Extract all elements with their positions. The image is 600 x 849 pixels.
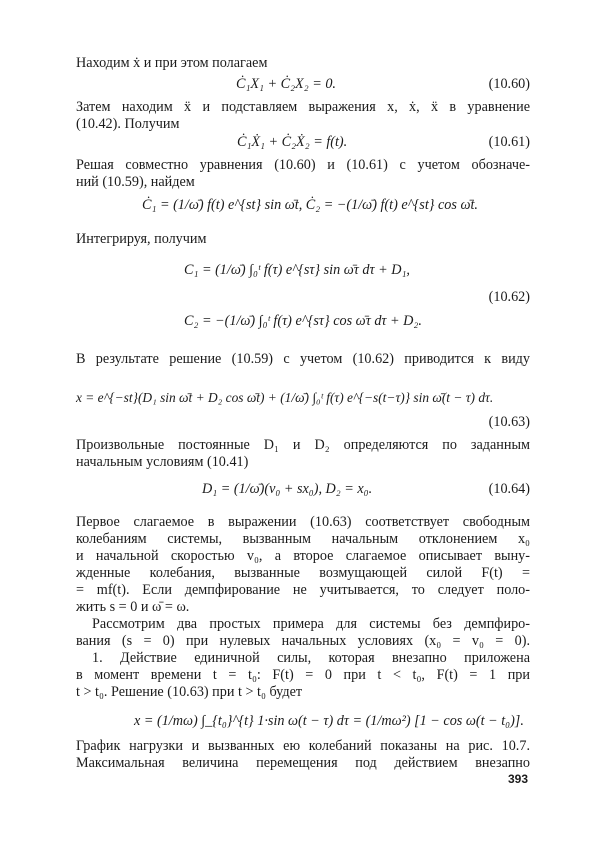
text-line-7: В результате решение (10.59) с учетом (10.62) приводится к виду <box>76 351 530 367</box>
equation-c-derivatives: Ċ₁ = (1/ω̄) f(t) e^{st} sin ω̄t, Ċ₂ = −(1/ω̄) f(t) e^{st} cos ω̄t. <box>142 197 478 213</box>
text-line-19: в момент времени t = t₀: F(t) = 0 при t < t₀, F(t) = 1 при <box>76 667 530 683</box>
text-line-10: Первое слагаемое в выражении (10.63) соответствует свободным <box>76 514 530 530</box>
equation-number-10-64: (10.64) <box>488 481 530 497</box>
equation-unit-step-response: x = (1/mω) ∫_{t₀}^{t} 1·sin ω(t − τ) dτ = (1/mω²) [1 − cos ω(t − t₀)]. <box>134 713 524 729</box>
text-line-20: t > t₀. Решение (10.63) при t > t₀ будет <box>76 684 303 700</box>
text-line-5: ний (10.59), найдем <box>76 174 195 190</box>
text-line-21: График нагрузки и вызванных ею колебаний показаны на рис. 10.7. <box>76 738 530 754</box>
equation-number-10-60: (10.60) <box>488 76 530 92</box>
text-line-18: 1. Действие единичной силы, которая внезапно приложена <box>92 650 530 666</box>
equation-number-10-62: (10.62) <box>488 289 530 305</box>
equation-10-61: Ċ₁Ẋ₁ + Ċ₂Ẋ₂ = f(t). <box>237 134 348 150</box>
equation-number-10-61: (10.61) <box>488 134 530 150</box>
equation-10-64: D₁ = (1/ω̄)(v₀ + sx₀), D₂ = x₀. <box>202 481 373 497</box>
equation-10-62-c2: C₂ = −(1/ω̄) ∫₀ᵗ f(τ) e^{sτ} cos ω̄τ dτ + D₂. <box>184 313 422 329</box>
text-line-17: вания (s = 0) при нулевых начальных условиях (x₀ = v₀ = 0). <box>76 633 530 649</box>
text-line-16: Рассмотрим два простых примера для системы без демпфиро- <box>92 616 530 632</box>
text-line-13: жденные колебания, вызванные возмущающей силой F(t) = <box>76 565 530 581</box>
text-line-2: Затем находим ẍ и подставляем выражения x, ẋ, ẍ в уравнение <box>76 99 530 115</box>
equation-10-62-c1: C₁ = (1/ω̄) ∫₀ᵗ f(τ) e^{sτ} sin ω̄τ dτ + D₁, <box>184 262 410 278</box>
text-line-4: Решая совместно уравнения (10.60) и (10.61) с учетом обозначе- <box>76 157 530 173</box>
text-line-15: жить s = 0 и ω̄ = ω. <box>76 599 190 615</box>
text-line-1: Находим ẋ и при этом полагаем <box>76 55 268 71</box>
text-line-14: = mf(t). Если демпфирование не учитывается, то следует поло- <box>76 582 530 598</box>
text-line-12: и начальной скоростью v₀, а второе слагаемое описывает выну- <box>76 548 530 564</box>
equation-10-60: Ċ₁X₁ + Ċ₂X₂ = 0. <box>236 76 336 92</box>
equation-number-10-63: (10.63) <box>488 414 530 430</box>
page-number: 393 <box>507 772 528 786</box>
text-line-22: Максимальная величина перемещения под действием внезапно <box>76 755 530 771</box>
text-line-8: Произвольные постоянные D₁ и D₂ определяются по заданным <box>76 437 530 453</box>
text-line-6: Интегрируя, получим <box>76 231 207 247</box>
text-line-3: (10.42). Получим <box>76 116 180 132</box>
text-line-9: начальным условиям (10.41) <box>76 454 249 470</box>
text-line-11: колебаниям системы, вызванным начальным отклонением x₀ <box>76 531 530 547</box>
equation-10-63: x = e^{−st}(D₁ sin ω̄t + D₂ cos ω̄t) + (1/ω̄) ∫₀ᵗ f(τ) e^{−s(t−τ)} sin ω̄(t − τ) dτ. <box>76 390 494 405</box>
